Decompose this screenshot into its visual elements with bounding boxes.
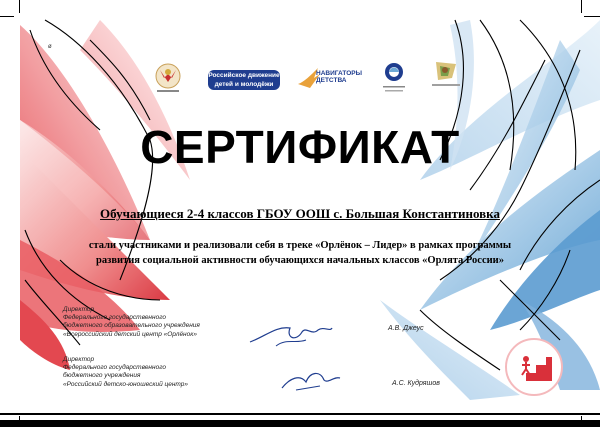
signature-2-role-line: Директор bbox=[63, 356, 95, 363]
navigators-logo-line2: ДЕТСТВА bbox=[316, 77, 347, 84]
page-bottom-band bbox=[0, 420, 600, 427]
crop-mark-top-left bbox=[0, 16, 14, 17]
signature-2-handwriting bbox=[276, 364, 346, 394]
description-line-1: стали участниками и реализовали себя в треке «Орлёнок – Лидер» в рамках программы bbox=[88, 240, 512, 251]
signature-1-role-line: Директор bbox=[63, 306, 95, 313]
crop-mark-bottom-right-v bbox=[581, 416, 582, 421]
orlyata-logo bbox=[428, 58, 464, 90]
description-line-2: развития социальной активности обучающихся начальных классов «Орлята России» bbox=[96, 255, 504, 266]
leader-stairs-icon bbox=[504, 337, 564, 397]
signature-1-handwriting bbox=[246, 318, 336, 352]
corner-mark: ø bbox=[48, 44, 52, 50]
crop-mark-top-right bbox=[584, 16, 600, 17]
certificate-title: СЕРТИФИКАТ bbox=[140, 121, 460, 173]
signature-2-name: А.С. Кудряшов bbox=[392, 380, 440, 387]
navigators-logo bbox=[316, 70, 362, 84]
signature-1-role-line: бюджетного образовательного учреждения bbox=[63, 322, 200, 330]
crop-mark-bottom-left-v bbox=[19, 416, 20, 421]
movement-logo-line1: Российское движение bbox=[208, 72, 280, 79]
recipient-line: Обучающиеся 2-4 классов ГБОУ ООШ с. Большая Константиновка bbox=[100, 206, 500, 221]
signature-1-name: А.В. Джеус bbox=[388, 325, 424, 332]
signature-1-role-line: Федерального государственного bbox=[63, 314, 166, 322]
signature-2-role bbox=[63, 356, 188, 389]
signature-2-role-line: «Российский детско-юношеский центр» bbox=[63, 380, 189, 388]
navigators-logo-line1: НАВИГАТОРЫ bbox=[316, 70, 362, 77]
rdyuc-logo bbox=[379, 60, 409, 96]
signature-2-role-line: бюджетного учреждения bbox=[63, 372, 141, 380]
education-ministry-emblem-logo bbox=[150, 60, 186, 96]
page-bottom-border bbox=[0, 413, 600, 415]
signature-1-role-line: «Всероссийский детский центр «Орлёнок» bbox=[63, 330, 197, 338]
crop-mark-top-left-v bbox=[19, 0, 20, 13]
movement-logo-line2: детей и молодёжи bbox=[214, 81, 274, 88]
signature-2-role-line: Федерального государственного bbox=[63, 364, 166, 372]
signature-1-role bbox=[63, 306, 200, 339]
movement-logo bbox=[208, 70, 280, 90]
description bbox=[60, 238, 540, 268]
crop-mark-top-right-v bbox=[581, 0, 582, 13]
